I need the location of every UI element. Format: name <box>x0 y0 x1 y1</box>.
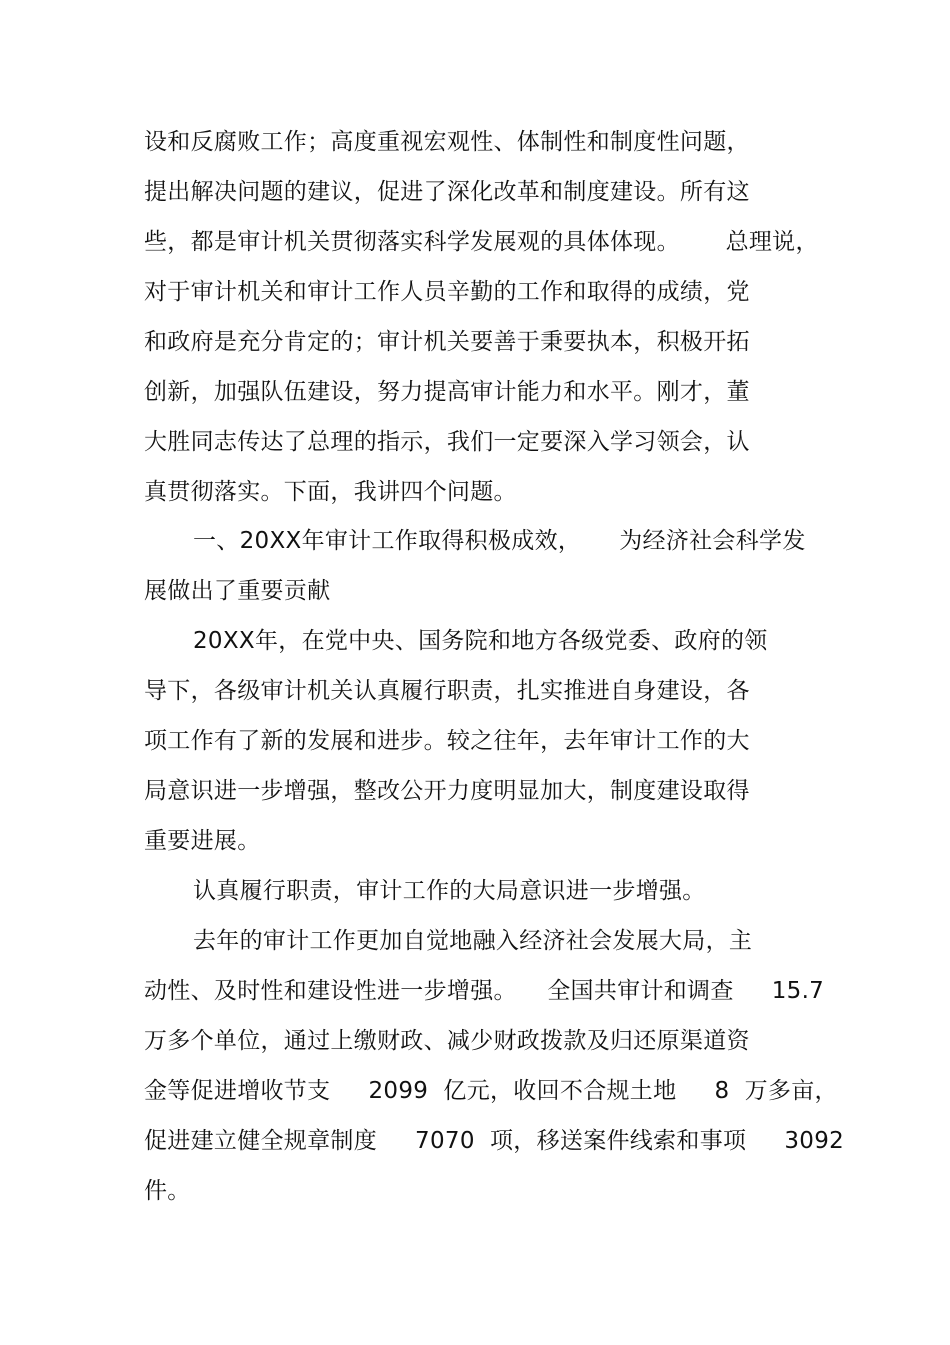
section-heading-line: 一、20XX年审计工作取得积极成效， 为经济社会科学发 <box>193 528 806 554</box>
text-line: 导下，各级审计机关认真履行职责，扎实推进自身建设，各 <box>144 678 750 704</box>
text-line: 促进建立健全规章制度 7070 项，移送案件线索和事项 3092 <box>144 1128 845 1154</box>
text-line: 20XX年，在党中央、国务院和地方各级党委、政府的领 <box>193 628 768 654</box>
text-line: 认真履行职责，审计工作的大局意识进一步增强。 <box>193 878 706 904</box>
text-line: 对于审计机关和审计工作人员辛勤的工作和取得的成绩，党 <box>144 279 750 305</box>
text-line: 大胜同志传达了总理的指示，我们一定要深入学习领会，认 <box>144 429 750 455</box>
text-line: 去年的审计工作更加自觉地融入经济社会发展大局，主 <box>193 928 753 954</box>
section-heading-line: 展做出了重要贡献 <box>144 578 331 604</box>
text-line: 件。 <box>144 1178 191 1204</box>
text-line: 些，都是审计机关贯彻落实科学发展观的具体体现。 总理说， <box>144 229 819 255</box>
text-line: 局意识进一步增强，整改公开力度明显加大，制度建设取得 <box>144 778 750 804</box>
text-line: 真贯彻落实。下面，我讲四个问题。 <box>144 479 517 505</box>
text-line: 项工作有了新的发展和进步。较之往年，去年审计工作的大 <box>144 728 750 754</box>
text-line: 和政府是充分肯定的；审计机关要善于秉要执本，积极开拓 <box>144 329 750 355</box>
text-line: 动性、及时性和建设性进一步增强。 全国共审计和调查 15.7 <box>144 978 825 1004</box>
text-line: 创新，加强队伍建设，努力提高审计能力和水平。刚才，董 <box>144 379 750 405</box>
text-line: 万多个单位，通过上缴财政、减少财政拨款及归还原渠道资 <box>144 1028 750 1054</box>
text-line: 金等促进增收节支 2099 亿元，收回不合规土地 8 万多亩， <box>144 1078 838 1104</box>
text-line: 设和反腐败工作；高度重视宏观性、体制性和制度性问题， <box>144 129 750 155</box>
text-line: 重要进展。 <box>144 828 261 854</box>
text-line: 提出解决问题的建议，促进了深化改革和制度建设。所有这 <box>144 179 750 205</box>
